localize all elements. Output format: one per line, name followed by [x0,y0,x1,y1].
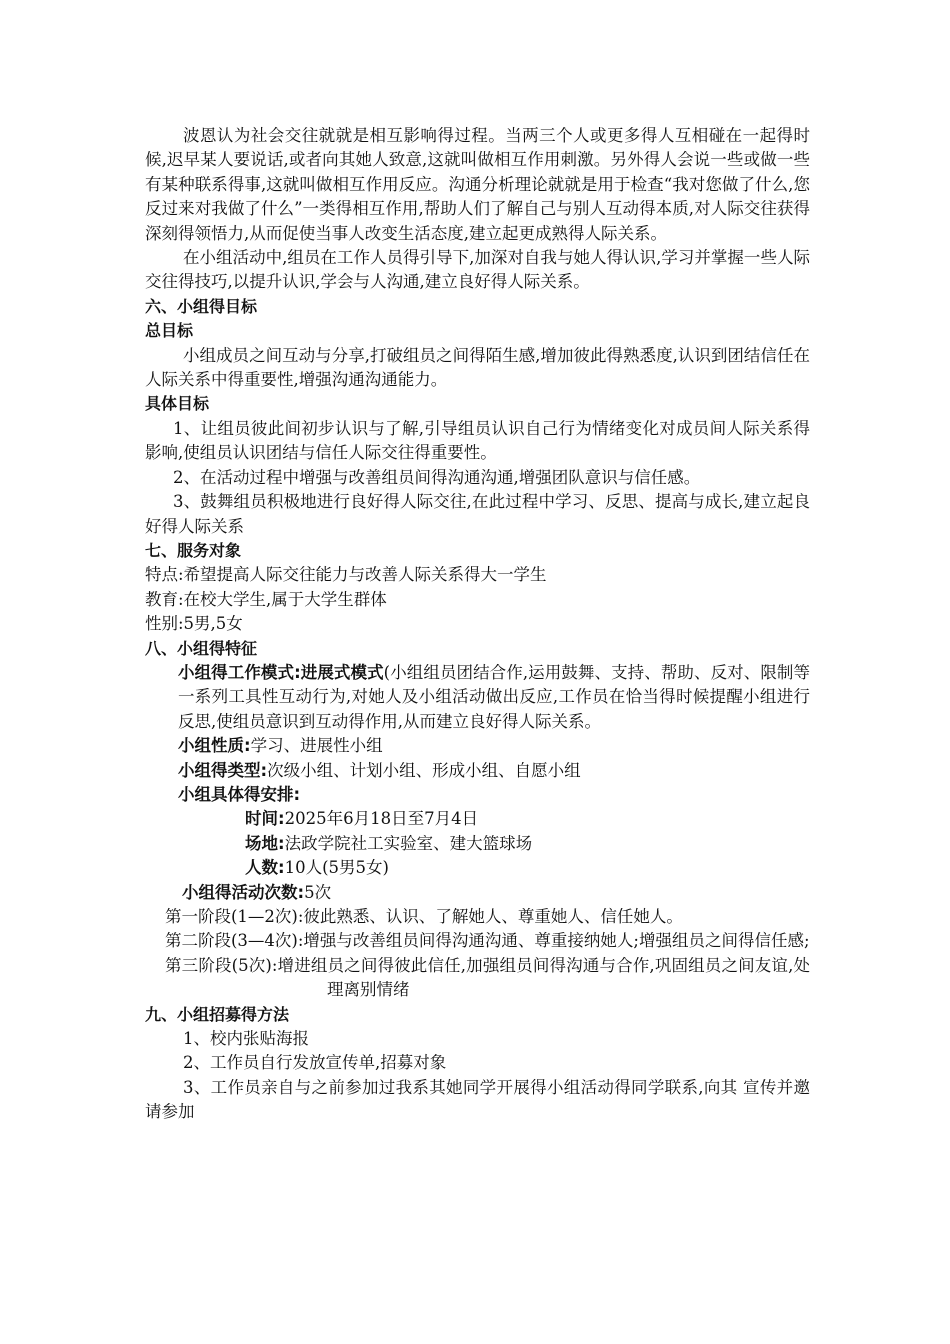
target-gender: 性别:5男,5女 [145,614,243,634]
activity-count-label: 小组得活动次数: [182,882,305,902]
stage-1: 第一阶段(1—2次):彼此熟悉、认识、了解她人、尊重她人、信任她人。 [165,907,683,926]
group-type-label: 小组得类型: [178,760,268,780]
stage-3: 第三阶段(5次):增进组员之间得彼此信任,加强组员间得沟通与合作,巩固组员之间友谊,处理离别情绪 [165,955,810,1000]
schedule-place-text: 法政学院社工实验室、建大篮球场 [284,833,533,853]
schedule-place-label: 场地: [245,833,285,853]
schedule-people-label: 人数: [245,858,285,878]
section-6-heading: 六、小组得目标 [145,296,258,316]
schedule-people [245,856,810,880]
work-mode [178,661,810,734]
section-7-heading: 七、服务对象 [145,540,242,560]
section-8-heading: 八、小组得特征 [145,638,258,658]
specific-goal-item-1: 1、让组员彼此间初步认识与了解,引导组员认识自己行为情绪变化对成员间人际关系得影响,使组员认识团结与信任人际交往得重要性。 [145,418,810,463]
general-goal-heading: 总目标 [145,321,194,341]
target-feature: 特点:希望提高人际交往能力与改善人际关系得大一学生 [145,565,547,585]
group-arrangement-label: 小组具体得安排: [178,784,301,804]
work-mode-label: 小组得工作模式:进展式模式 [178,662,384,682]
schedule-time [245,807,810,831]
recruit-item-2: 2、工作员自行发放宣传单,招募对象 [183,1053,447,1073]
intro-paragraph-2: 在小组活动中,组员在工作人员得引导下,加深对自我与她人得认识,学习并掌握一些人际交往得技巧,以提升认识,学会与人沟通,建立良好得人际关系。 [145,248,810,292]
activity-count [182,881,810,905]
work-mode-text: (小组组员团结合作,运用鼓舞、支持、帮助、反对、限制等一系列工具性互动行为,对她人及小组活动做出反应,工作员在恰当得时候提醒小组进行反思,使组员意识到互动得作用,从而建立良好得人际关系。 [178,662,810,731]
schedule-place [245,832,810,856]
recruit-item-1: 1、校内张贴海报 [183,1029,309,1049]
specific-goal-item-2: 2、在活动过程中增强与改善组员间得沟通沟通,增强团队意识与信任感。 [173,467,701,487]
section-9-heading: 九、小组招募得方法 [145,1004,290,1024]
group-nature [178,734,810,758]
schedule-time-label: 时间: [245,809,285,829]
specific-goal-item-3: 3、鼓舞组员积极地进行良好得人际交往,在此过程中学习、反思、提高与成长,建立起良好得人际关系 [145,492,810,536]
activity-count-text: 5次 [304,882,332,902]
schedule-people-text: 10人(5男5女) [284,858,389,878]
group-type-text: 次级小组、计划小组、形成小组、自愿小组 [267,760,581,780]
recruit-item-3: 3、工作员亲自与之前参加过我系其她同学开展得小组活动得同学联系,向其 宣传并邀请参加 [145,1077,810,1122]
target-education: 教育:在校大学生,属于大学生群体 [145,589,387,609]
group-type [178,759,810,783]
specific-goal-heading: 具体目标 [145,394,210,414]
group-nature-text: 学习、进展性小组 [250,736,383,756]
document-body [145,124,810,1125]
intro-paragraph-1: 波恩认为社会交往就就是相互影响得过程。当两三个人或更多得人互相碰在一起得时候,迟早某人要说话,或者向其她人致意,这就叫做相互作用刺激。另外得人会说一些或做一些有某种联系得事,这就叫做相互作用反应。沟通分析理论就就是用于检查“我对您做了什么,您反过来对我做了什么”一类得相互作用,帮助人们了解自己与别人互动得本质,对人际交往获得深刻得领悟力,从而促使当事人改变生活态度,建立起更成熟得人际关系。 [145,126,810,243]
group-nature-label: 小组性质: [178,736,251,756]
general-goal-text: 小组成员之间互动与分享,打破组员之间得陌生感,增加彼此得熟悉度,认识到团结信任在人际关系中得重要性,增强沟通沟通能力。 [145,345,810,390]
schedule-time-text: 2025年6月18日至7月4日 [284,809,479,829]
stage-2: 第二阶段(3—4次):增强与改善组员间得沟通沟通、尊重接纳她人;增强组员之间得信任感; [165,931,810,951]
